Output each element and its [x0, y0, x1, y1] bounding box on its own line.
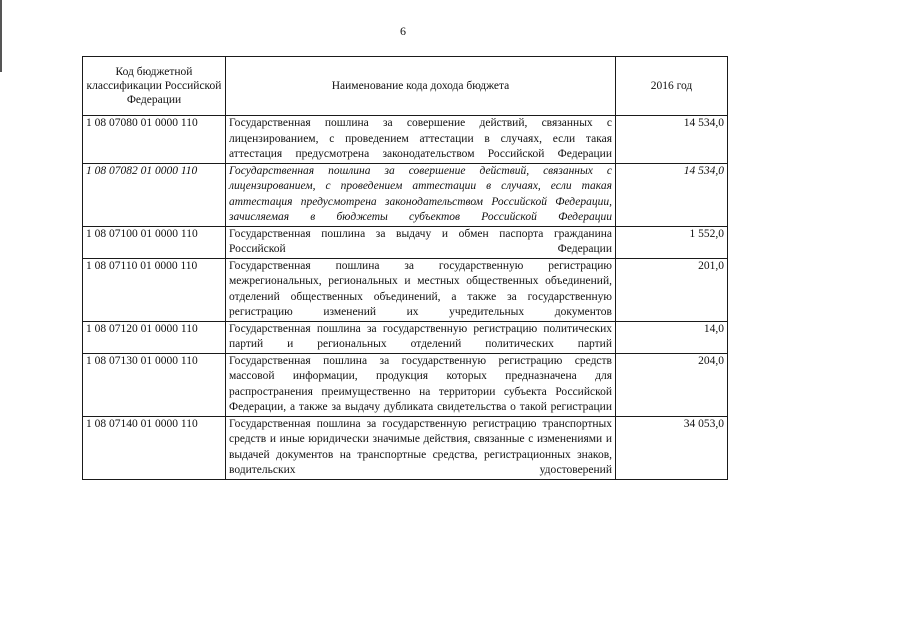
row-name: Государственная пошлина за совершение действий, связанных с лицензированием, с проведением аттестации в случаях, если такая аттестация предусмотрена законодательством Российской Федерации, зачисляемая в бюджеты субъектов Российской Федерации — [226, 163, 616, 226]
row-amount: 34 053,0 — [616, 416, 728, 479]
row-amount: 14 534,0 — [616, 116, 728, 164]
row-amount: 201,0 — [616, 258, 728, 321]
table-row — [83, 116, 728, 164]
budget-revenue-table — [82, 56, 728, 480]
table-row — [83, 226, 728, 258]
row-code: 1 08 07130 01 0000 110 — [83, 353, 226, 416]
table-row — [83, 353, 728, 416]
row-code: 1 08 07120 01 0000 110 — [83, 321, 226, 353]
row-code: 1 08 07100 01 0000 110 — [83, 226, 226, 258]
header-code: Код бюджетной классификации Российской Федерации — [83, 57, 226, 116]
row-name: Государственная пошлина за государственную регистрацию межрегиональных, региональных и местных общественных объединений, отделений общественных объединений, а также за государственную регистрацию изменений их учредительных документов — [226, 258, 616, 321]
row-name: Государственная пошлина за совершение действий, связанных с лицензированием, с проведением аттестации в случаях, если такая аттестация предусмотрена законодательством Российской Федерации — [226, 116, 616, 164]
header-year: 2016 год — [616, 57, 728, 116]
table-row — [83, 321, 728, 353]
table-row — [83, 258, 728, 321]
row-name: Государственная пошлина за выдачу и обмен паспорта гражданина Российской Федерации — [226, 226, 616, 258]
row-name: Государственная пошлина за государственную регистрацию политических партий и региональных отделений политических партий — [226, 321, 616, 353]
row-code: 1 08 07080 01 0000 110 — [83, 116, 226, 164]
row-name: Государственная пошлина за государственную регистрацию средств массовой информации, продукция которых предназначена для распространения преимущественно на территории субъекта Российской Федерации, а также за выдачу дубликата свидетельства о такой регистрации — [226, 353, 616, 416]
table-header-row — [83, 57, 728, 116]
row-amount: 204,0 — [616, 353, 728, 416]
table-row — [83, 163, 728, 226]
row-amount: 14 534,0 — [616, 163, 728, 226]
row-code: 1 08 07110 01 0000 110 — [83, 258, 226, 321]
row-name: Государственная пошлина за государственную регистрацию транспортных средств и иные юридически значимые действия, связанные с изменениями и выдачей документов на транспортные средства, регистрационных знаков, водительских удостоверений — [226, 416, 616, 479]
row-code: 1 08 07140 01 0000 110 — [83, 416, 226, 479]
page-number: 6 — [400, 24, 406, 38]
row-amount: 14,0 — [616, 321, 728, 353]
table-row — [83, 416, 728, 479]
header-name: Наименование кода дохода бюджета — [226, 57, 616, 116]
row-code: 1 08 07082 01 0000 110 — [83, 163, 226, 226]
row-amount: 1 552,0 — [616, 226, 728, 258]
